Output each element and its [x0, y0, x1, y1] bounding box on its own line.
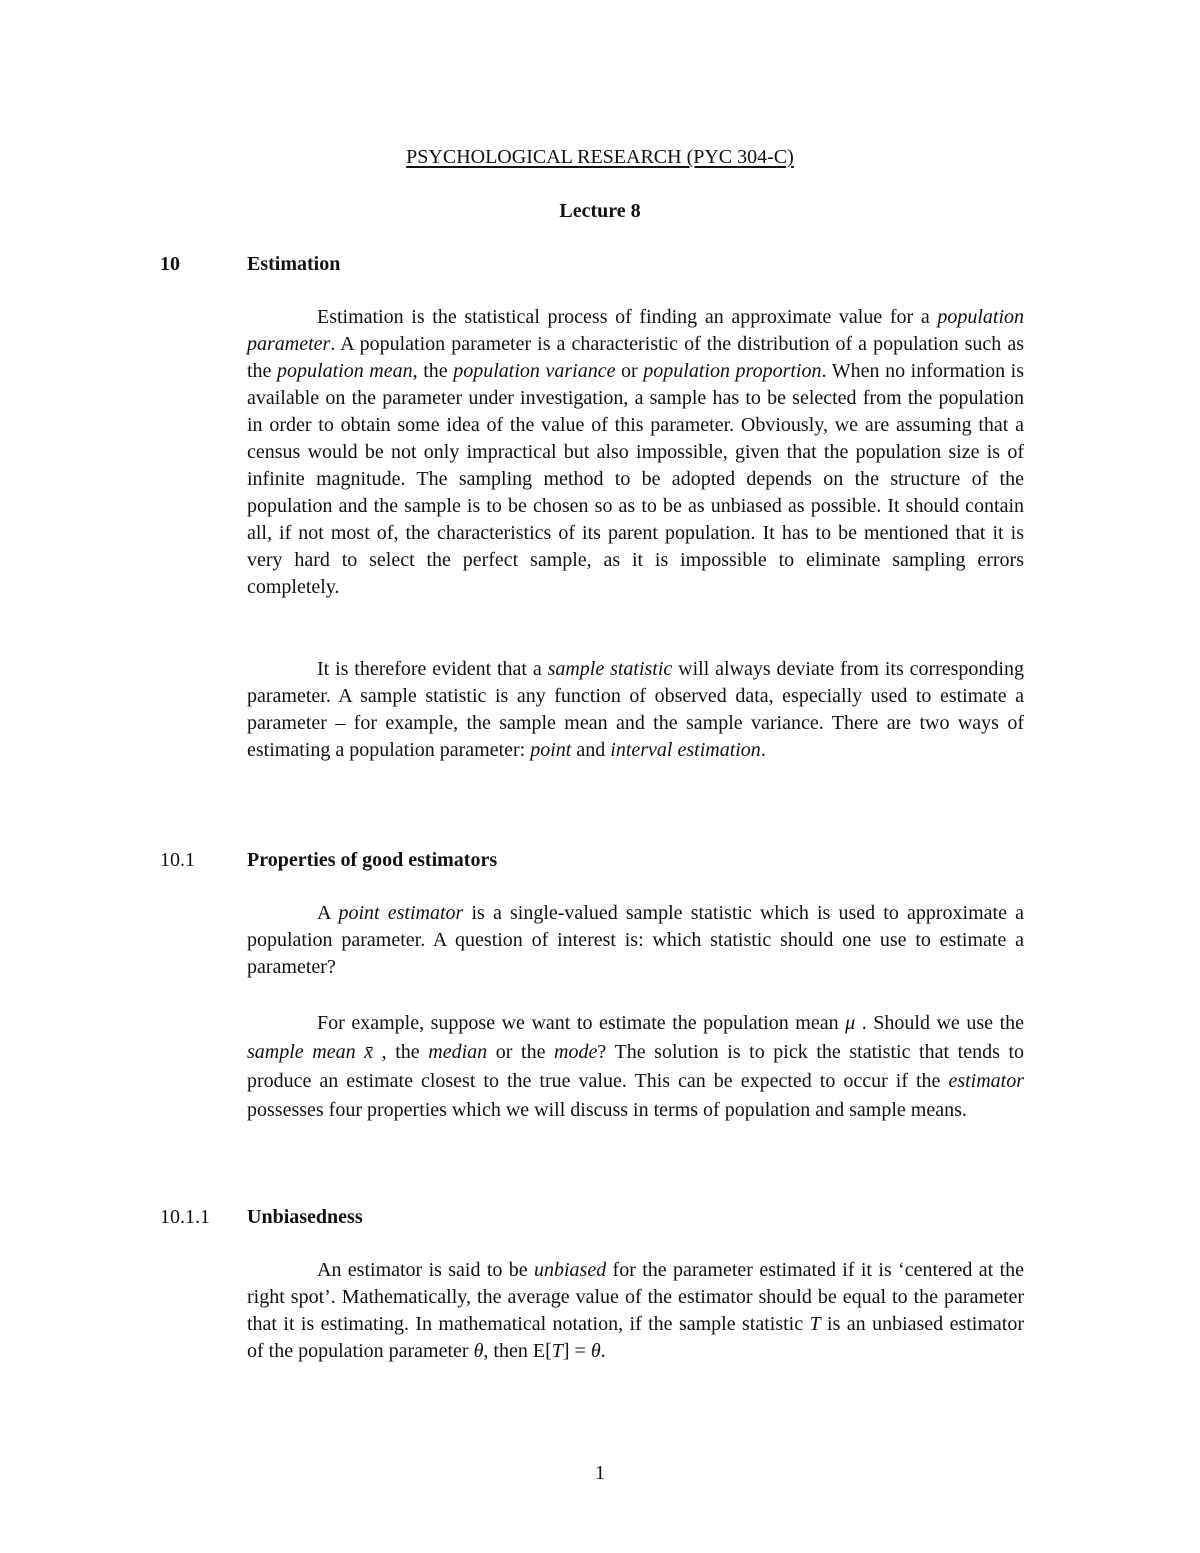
theta-symbol: θ — [590, 1340, 601, 1362]
italic-term: point estimator — [338, 902, 464, 924]
text-run: . — [600, 1340, 606, 1362]
text-run: A — [317, 902, 339, 924]
t-symbol: T — [551, 1340, 563, 1362]
paragraph-point-estimator — [247, 900, 1024, 981]
italic-term: sample statistic — [547, 658, 673, 680]
italic-term: population variance — [453, 360, 616, 382]
text-run: ? The solution is to pick the statistic that tends to produce an estimate closest to the true value. This can be expected to occur if the — [247, 1041, 1024, 1092]
text-run: possesses four properties which we will discuss in terms of population and sample means. — [247, 1099, 967, 1121]
lecture-label: Lecture 8 — [559, 200, 641, 222]
text-run: for the parameter estimated if it is ‘centered at the right spot’. Mathematically, the average value of the estimator should be equal to the parameter that it is estimating. In mathematical notation, if the sample statistic — [247, 1259, 1024, 1335]
page-number: 1 — [595, 1462, 605, 1484]
text-run: will always deviate from its corresponding parameter. A sample statistic is any function of observed data, especially used to estimate a parameter – for example, the sample mean and the sample variance. There are two ways of estimating a population parameter: — [247, 658, 1024, 761]
italic-term: sample mean — [247, 1041, 356, 1063]
text-run: Estimation is the statistical process of finding an approximate value for a — [317, 306, 938, 328]
theta-symbol: θ — [473, 1340, 484, 1362]
t-symbol: T — [809, 1313, 821, 1335]
section-title: Estimation — [247, 253, 341, 275]
section-title: Properties of good estimators — [247, 849, 498, 871]
text-run: , the — [373, 1041, 429, 1063]
italic-term: mode — [554, 1041, 598, 1063]
text-run: or the — [487, 1041, 555, 1063]
section-number: 10.1.1 — [160, 1206, 210, 1228]
paragraph-estimation-definition — [247, 304, 1024, 601]
text-run: . When no information is available on the parameter under investigation, a sample has to be selected from the population in order to obtain some idea of the value of this parameter. Obviously, we are assuming that a census would be not only impractical but also impossible, given that the population size is of infinite magnitude. The sampling method to be adopted depends on the structure of the population and the sample is to be chosen so as to be as unbiased as possible. It should contain all, if not most of, the characteristics of its parent population. It has to be mentioned that it is very hard to select the perfect sample, as it is impossible to eliminate sampling errors completely. — [247, 360, 1025, 598]
text-run: ] = — [562, 1340, 591, 1362]
text-run: or — [615, 360, 644, 382]
text-run: For example, suppose we want to estimate the population mean — [317, 1012, 846, 1034]
text-run: and — [571, 739, 611, 761]
italic-term: estimator — [948, 1070, 1024, 1092]
text-run: , then E[ — [483, 1340, 552, 1362]
italic-term: unbiased — [533, 1259, 607, 1281]
italic-term: interval estimation — [610, 739, 761, 761]
section-title: Unbiasedness — [247, 1206, 363, 1228]
paragraph-example-population-mean — [247, 1009, 1024, 1125]
x-bar-symbol: x̄ — [364, 1041, 374, 1063]
section-number: 10.1 — [160, 849, 195, 871]
italic-term: population parameter — [247, 306, 1024, 355]
text-run: . — [760, 739, 766, 761]
mu-symbol: μ — [845, 1012, 856, 1034]
text-run: is an unbiased estimator of the population parameter — [247, 1313, 1024, 1362]
text-run: is a single-valued sample statistic which is used to approximate a population parameter. A question of interest is: which statistic should one use to estimate a parameter? — [247, 902, 1024, 978]
section-number: 10 — [160, 253, 180, 275]
italic-term: population proportion — [643, 360, 822, 382]
document-title: PSYCHOLOGICAL RESEARCH (PYC 304-C) — [406, 146, 794, 168]
paragraph-unbiasedness — [247, 1257, 1024, 1365]
italic-term: point — [530, 739, 572, 761]
text-run: An estimator is said to be — [317, 1259, 534, 1281]
text-run: It is therefore evident that a — [317, 658, 548, 680]
italic-term: population mean — [277, 360, 413, 382]
paragraph-sample-statistic — [247, 656, 1024, 764]
text-run: . A population parameter is a characteristic of the distribution of a population such as the — [247, 333, 1024, 382]
text-run: , the — [412, 360, 454, 382]
italic-term: median — [428, 1041, 488, 1063]
text-run: . Should we use the — [855, 1012, 1024, 1034]
